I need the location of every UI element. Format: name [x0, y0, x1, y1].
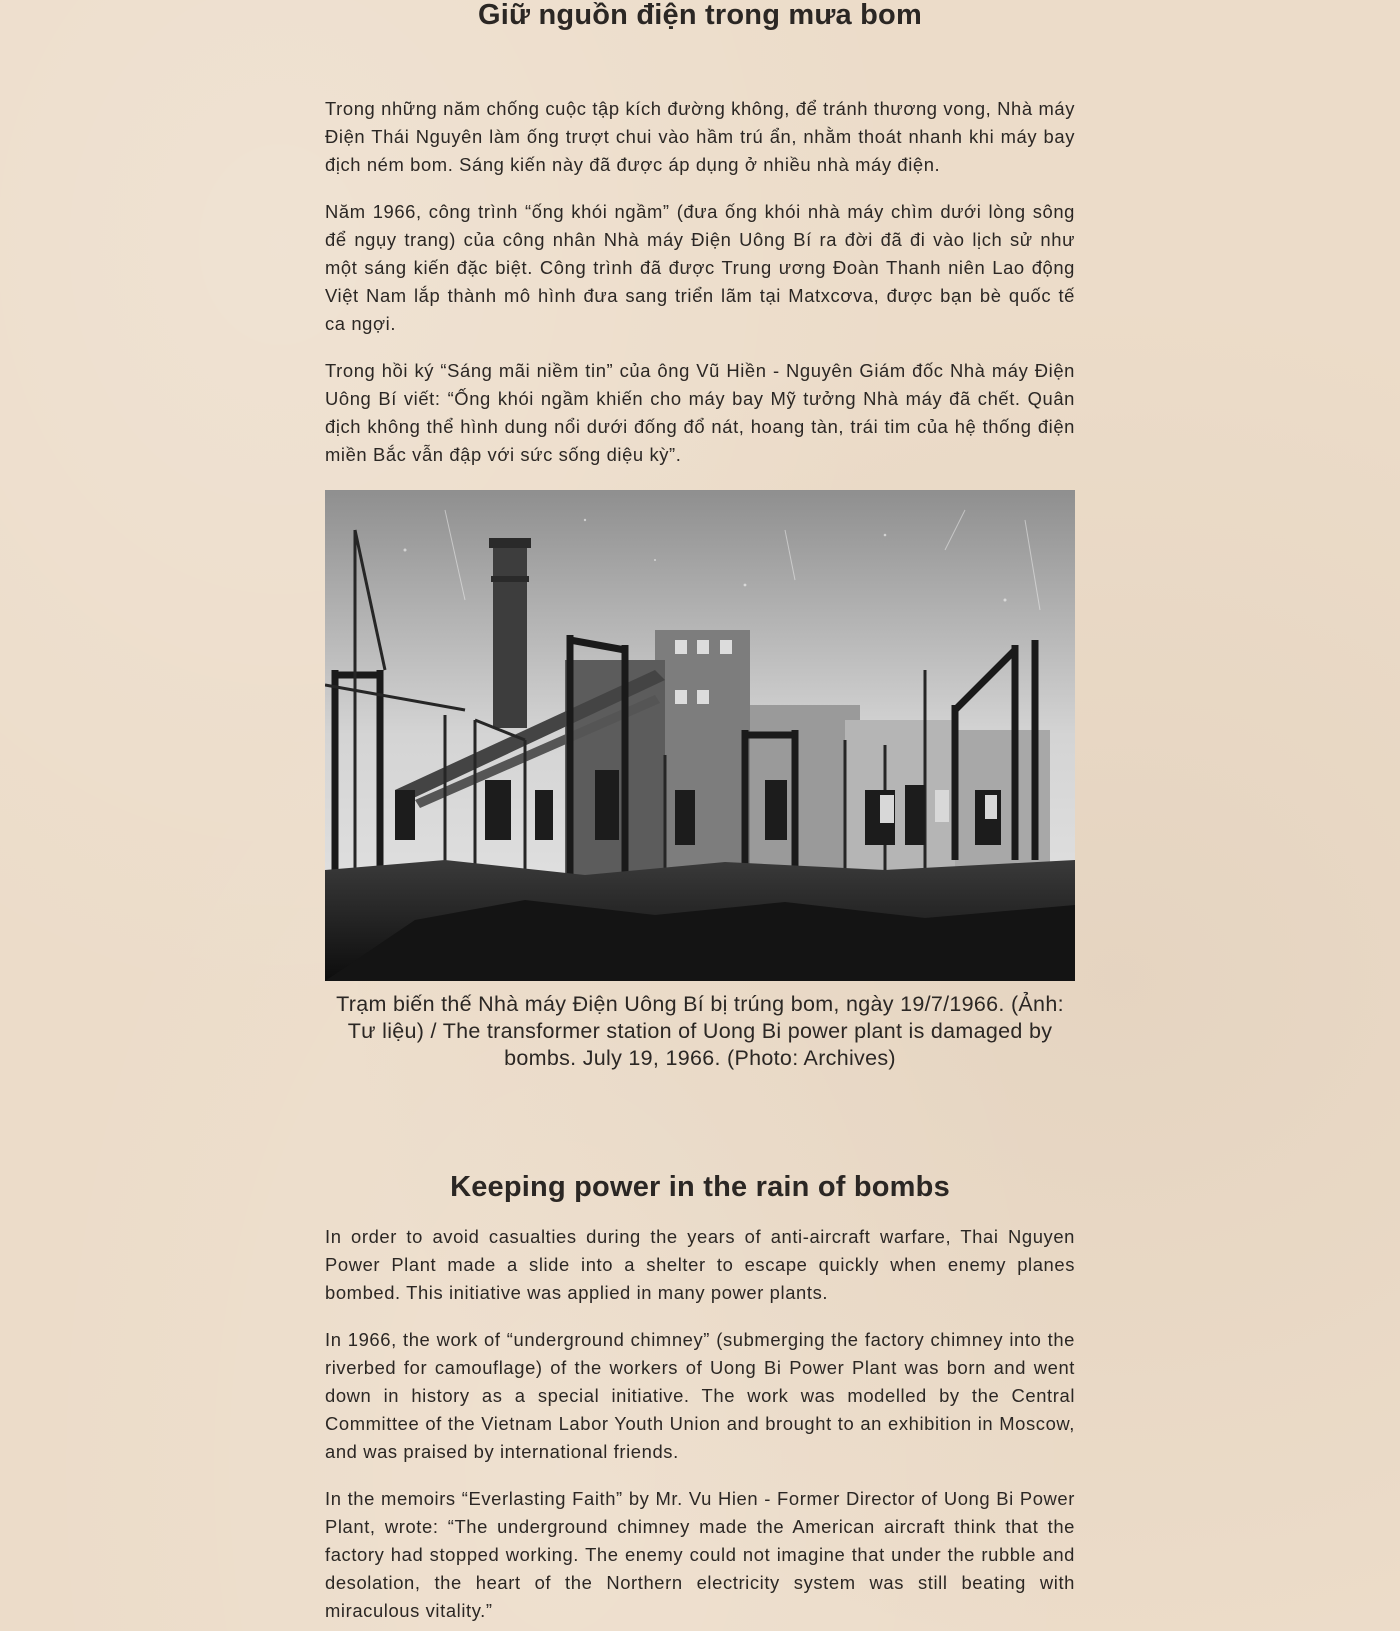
vietnamese-paragraph-3: Trong hồi ký “Sáng mãi niềm tin” của ông Vũ Hiền - Nguyên Giám đốc Nhà máy Điện Uông Bí viết: “Ống khói ngầm khiến cho máy bay Mỹ tưởng Nhà máy đã chết. Quân địch không thể hình dung nổi dưới đống đổ nát, hoang tàn, trái tim của hệ thống điện miền Bắc vẫn đập với sức sống diệu kỳ”.: [325, 360, 1075, 465]
english-section-header: [0, 1170, 1400, 1204]
photo-caption: Trạm biến thế Nhà máy Điện Uông Bí bị trúng bom, ngày 19/7/1966. (Ảnh: Tư liệu) / The transformer station of Uong Bi power plant is damaged by bombs. July 19, 1966. (Photo: Archives): [336, 992, 1064, 1070]
archive-photo-transformer-station: [325, 490, 1075, 981]
vietnamese-paragraph-1: Trong những năm chống cuộc tập kích đường không, để tránh thương vong, Nhà máy Điện Thái Nguyên làm ống trượt chui vào hầm trú ẩn, nhằm thoát nhanh khi máy bay địch ném bom. Sáng kiến này đã được áp dụng ở nhiều nhà máy điện.: [325, 98, 1075, 175]
english-paragraph-3: In the memoirs “Everlasting Faith” by Mr. Vu Hien - Former Director of Uong Bi Power Plant, wrote: “The underground chimney made the American aircraft think that the factory had stopped working. The enemy could not imagine that under the rubble and desolation, the heart of the Northern electricity system was still beating with miraculous vitality.”: [325, 1488, 1075, 1621]
english-paragraph-2: In 1966, the work of “underground chimney” (submerging the factory chimney into the riverbed for camouflage) of the workers of Uong Bi Power Plant was born and went down in history as a special initiative. The work was modelled by the Central Committee of the Vietnam Labor Youth Union and brought to an exhibition in Moscow, and was praised by international friends.: [325, 1329, 1075, 1462]
english-section-body: [325, 1223, 1075, 1625]
vietnamese-section-body: [325, 95, 1075, 469]
vietnamese-paragraph-2: Năm 1966, công trình “ống khói ngầm” (đưa ống khói nhà máy chìm dưới lòng sông để ngụy trang) của công nhân Nhà máy Điện Uông Bí ra đời đã đi vào lịch sử như một sáng kiến đặc biệt. Công trình đã được Trung ương Đoàn Thanh niên Lao động Việt Nam lắp thành mô hình đưa sang triển lãm tại Matxcơva, được bạn bè quốc tế ca ngợi.: [325, 201, 1075, 334]
vietnamese-section-header: [0, 0, 1400, 32]
english-section-title: Keeping power in the rain of bombs: [450, 1171, 950, 1203]
english-paragraph-1: In order to avoid casualties during the years of anti-aircraft warfare, Thai Nguyen Power Plant made a slide into a shelter to escape quickly when enemy planes bombed. This initiative was applied in many power plants.: [325, 1226, 1075, 1303]
vietnamese-section-title: Giữ nguồn điện trong mưa bom: [478, 0, 922, 31]
